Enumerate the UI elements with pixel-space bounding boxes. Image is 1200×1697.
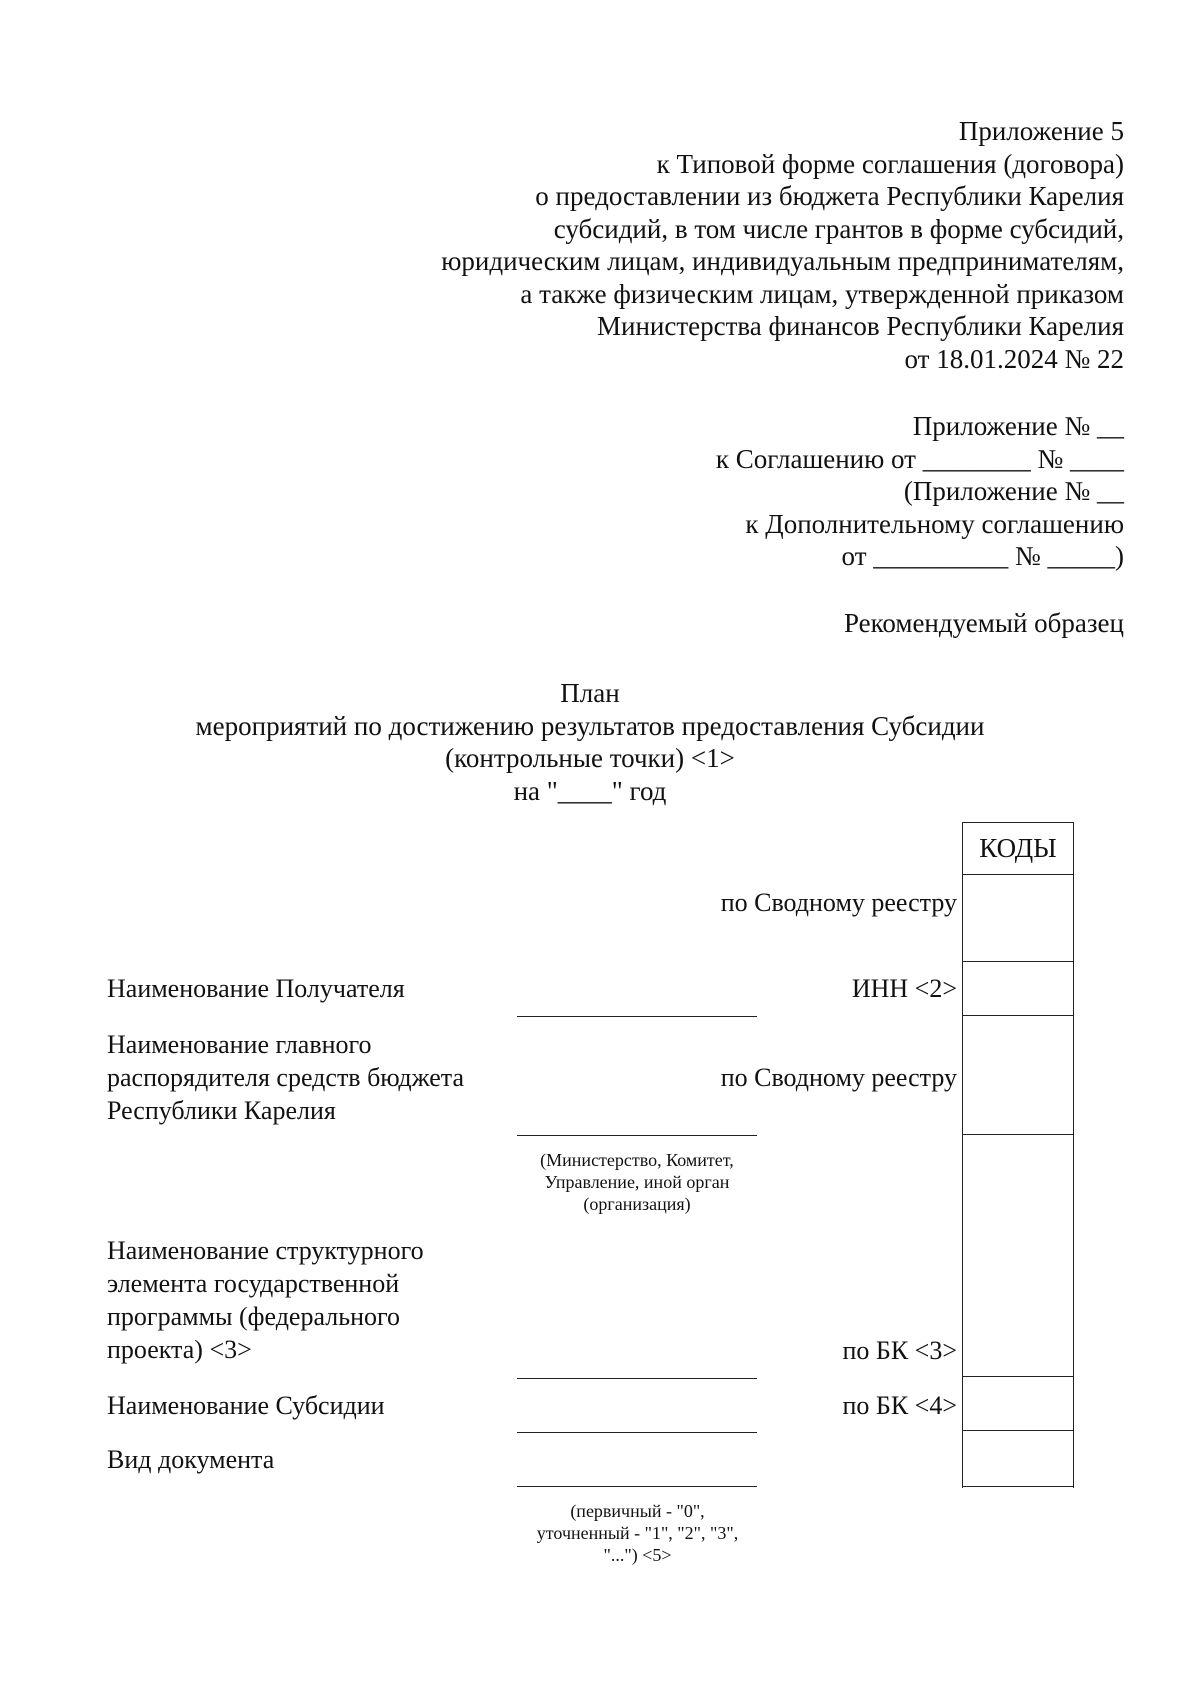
appendix-header-line: о предоставлении из бюджета Республики Карелия [535, 181, 1124, 211]
appendix-header-line: от 18.01.2024 № 22 [904, 343, 1124, 374]
plan-title [100, 677, 1080, 807]
code-cell-border [962, 1486, 1074, 1487]
appendix-header-line: юридическим лицам, индивидуальным предпринимателям, [441, 246, 1124, 276]
recipient-field[interactable] [517, 1016, 757, 1017]
agreement-reference-line: к Дополнительному соглашению [745, 508, 1124, 539]
label-registry-2: по Сводному реестру [720, 1063, 957, 1092]
appendix-header-line: к Типовой форме соглашения (договора) [656, 148, 1124, 179]
label-structural-element: Наименование структурного элемента государственной программы (федерального проекта) <3> [107, 1236, 424, 1364]
label-bk-4: по БК <4> [842, 1391, 957, 1420]
agreement-reference-line: (Приложение № __ [903, 476, 1124, 506]
agreement-reference-line: к Соглашению от ________ № ____ [715, 443, 1124, 474]
appendix-header-line: а также физическим лицам, утвержденной приказом [520, 278, 1124, 309]
code-cell-bk-3[interactable] [962, 1135, 1074, 1376]
label-inn: ИНН <2> [851, 974, 957, 1003]
agreement-reference-line: Приложение № __ [912, 411, 1124, 441]
agreement-reference-line: от __________ № _____) [841, 541, 1124, 571]
code-cell-bk-4[interactable] [962, 1377, 1074, 1430]
label-main-manager: Наименование главного распорядителя средств бюджета Республики Карелия [107, 1030, 465, 1125]
plan-title-line: План [560, 678, 620, 708]
label-subsidy: Наименование Субсидии [107, 1391, 385, 1420]
label-bk-3: по БК <3> [842, 1336, 957, 1365]
document-type-hint: (первичный - "0", уточненный - "1", "2", "3", "...") <5> [536, 1501, 739, 1565]
plan-title-line: на "____" год [513, 775, 667, 806]
label-document-type: Вид документа [107, 1445, 275, 1474]
recommended-sample-note: Рекомендуемый образец [843, 608, 1124, 638]
appendix-header-line: субсидий, в том числе грантов в форме субсидий, [553, 213, 1124, 244]
main-manager-field[interactable] [517, 1135, 757, 1136]
appendix-header-line: Приложение 5 [958, 116, 1124, 146]
appendix-header-line: Министерства финансов Республики Карелия [596, 311, 1124, 341]
plan-title-line: мероприятий по достижению результатов предоставления Субсидии [195, 710, 985, 741]
appendix-header [300, 115, 1124, 375]
document-type-field[interactable] [517, 1486, 757, 1487]
code-cell-registry-2[interactable] [962, 1016, 1074, 1134]
plan-title-line: (контрольные точки) <1> [445, 743, 735, 773]
codes-header: КОДЫ [979, 833, 1057, 863]
structural-element-field[interactable] [517, 1378, 757, 1379]
label-recipient: Наименование Получателя [107, 974, 405, 1003]
subsidy-field[interactable] [517, 1432, 757, 1433]
code-cell-registry-1[interactable] [962, 875, 1074, 961]
manager-hint: (Министерство, Комитет, Управление, иной орган (организация) [540, 1150, 734, 1214]
code-cell-doc-type[interactable] [962, 1431, 1074, 1485]
code-cell-inn[interactable] [962, 962, 1074, 1015]
label-registry-1: по Сводному реестру [720, 888, 957, 917]
agreement-reference [600, 410, 1124, 573]
